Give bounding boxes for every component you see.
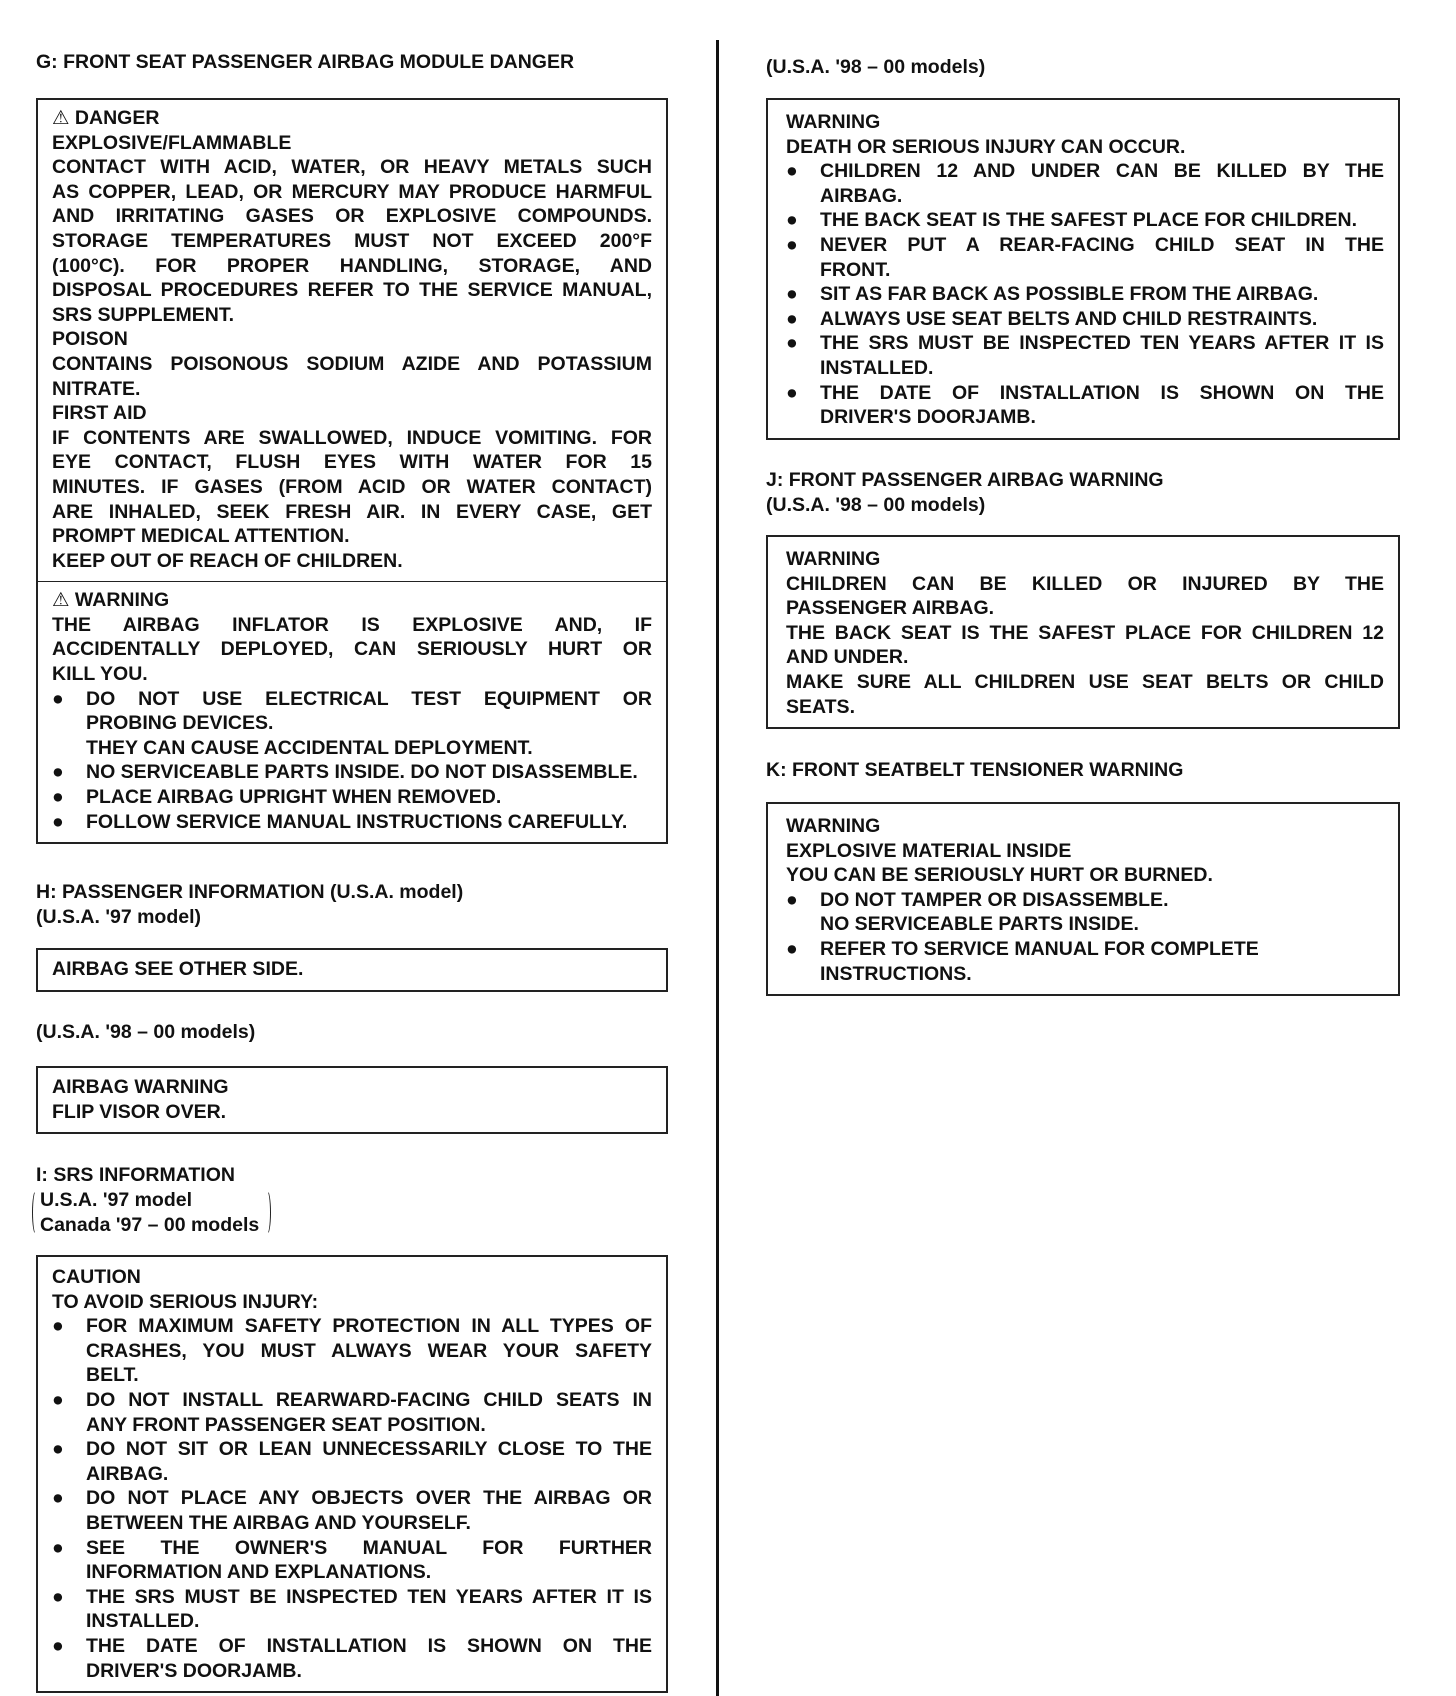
section-j-subheading: (U.S.A. '98 – 00 models)	[766, 494, 986, 516]
section-h-subheading: (U.S.A. '97 model)	[36, 906, 201, 928]
column-divider	[716, 40, 719, 1696]
warning-line: KILL YOU.	[52, 663, 148, 686]
caution-title: CAUTION	[52, 1266, 141, 1288]
danger-line: AND IRRITATING GASES OR EXPLOSIVE COMPOUNDS.	[52, 205, 652, 228]
warning-line: YOU CAN BE SERIOUSLY HURT OR BURNED.	[786, 864, 1213, 887]
bullet-icon: ●	[52, 786, 64, 809]
danger-line: SRS SUPPLEMENT.	[52, 303, 235, 326]
flip-visor-text: FLIP VISOR OVER.	[52, 1100, 227, 1123]
bullet-icon: ●	[786, 283, 798, 306]
bullet-icon: ●	[52, 1487, 64, 1510]
danger-line: PROMPT MEDICAL ATTENTION.	[52, 525, 350, 548]
passenger-info-box-97	[36, 948, 668, 992]
section-k-box	[766, 802, 1400, 996]
srs-information-box	[36, 1255, 668, 1693]
bullet-item: ● THE SRS MUST BE INSPECTED TEN YEARS AFTER IT IS INSTALLED.	[786, 332, 1384, 379]
bullet-item: ● THE DATE OF INSTALLATION IS SHOWN ON THE DRIVER'S DOORJAMB.	[52, 1634, 652, 1682]
warning-line: MAKE SURE ALL CHILDREN USE SEAT BELTS OR CHILD	[786, 670, 1384, 693]
warning-line: EXPLOSIVE MATERIAL INSIDE	[786, 839, 1072, 862]
warning-line: THE BACK SEAT IS THE SAFEST PLACE FOR CHILDREN 12	[786, 621, 1384, 644]
section-h-heading: H: PASSENGER INFORMATION (U.S.A. model)	[36, 881, 464, 903]
warning-triangle-icon: ⚠	[52, 107, 70, 129]
warning-line: CHILDREN CAN BE KILLED OR INJURED BY THE	[786, 572, 1384, 595]
danger-section	[38, 100, 666, 581]
danger-line: EYE CONTACT, FLUSH EYES WITH WATER FOR 15	[52, 451, 652, 474]
caution-intro: TO AVOID SERIOUS INJURY:	[52, 1290, 319, 1313]
bullet-icon: ●	[52, 687, 64, 710]
warning-title: ⚠ WARNING	[52, 589, 170, 612]
danger-line: STORAGE TEMPERATURES MUST NOT EXCEED 200°F	[52, 229, 652, 252]
bullet-item: ● THE DATE OF INSTALLATION IS SHOWN ON THE DRIVER'S DOORJAMB.	[786, 381, 1384, 429]
warning-line: ACCIDENTALLY DEPLOYED, CAN SERIOUSLY HURT OR	[52, 638, 652, 661]
danger-line: CONTAINS POISONOUS SODIUM AZIDE AND POTASSIUM	[52, 352, 652, 375]
warning-line: SEATS.	[786, 695, 855, 718]
section-h-subheading-2: (U.S.A. '98 – 00 models)	[36, 1021, 256, 1043]
bullet-icon: ●	[786, 937, 798, 960]
warning-section	[38, 581, 666, 842]
danger-line: ARE INHALED, SEEK FRESH AIR. IN EVERY CASE, GET	[52, 500, 652, 523]
bullet-icon: ●	[52, 1388, 64, 1411]
bullet-item: ● DO NOT PLACE ANY OBJECTS OVER THE AIRBAG OR BETWEEN THE AIRBAG AND YOURSELF.	[52, 1487, 652, 1534]
bullet-item: ● FOR MAXIMUM SAFETY PROTECTION IN ALL TYPES OF CRASHES, YOU MUST ALWAYS WEAR YOUR SAFETY BELT.	[52, 1315, 652, 1387]
warning-title: WARNING	[786, 111, 881, 133]
bullet-item: ● NO SERVICEABLE PARTS INSIDE. DO NOT DISASSEMBLE.	[52, 761, 638, 784]
warning-triangle-icon: ⚠	[52, 589, 70, 612]
bullet-icon: ●	[786, 888, 798, 911]
bullet-icon: ●	[786, 209, 798, 232]
section-j-box	[766, 535, 1400, 729]
bullet-item: ● FOLLOW SERVICE MANUAL INSTRUCTIONS CAREFULLY.	[52, 810, 628, 833]
danger-line: DISPOSAL PROCEDURES REFER TO THE SERVICE MANUAL,	[52, 279, 652, 302]
bullet-item: ● ALWAYS USE SEAT BELTS AND CHILD RESTRAINTS.	[786, 307, 1318, 330]
top-warning-box	[766, 98, 1400, 440]
model-brace-group: U.S.A. '97 model Canada '97 – 00 models	[36, 1188, 269, 1237]
bullet-icon: ●	[786, 160, 798, 183]
passenger-info-box-98	[36, 1066, 668, 1134]
bullet-item: ● DO NOT TAMPER OR DISASSEMBLE. NO SERVICEABLE PARTS INSIDE.	[786, 888, 1169, 936]
bullet-icon: ●	[786, 233, 798, 256]
bullet-icon: ●	[786, 332, 798, 355]
bullet-icon: ●	[52, 1536, 64, 1559]
passenger-info-text: AIRBAG SEE OTHER SIDE.	[52, 958, 304, 980]
danger-line: KEEP OUT OF REACH OF CHILDREN.	[52, 549, 403, 572]
airbag-warning-title: AIRBAG WARNING	[52, 1076, 229, 1098]
bullet-item: ● THE BACK SEAT IS THE SAFEST PLACE FOR CHILDREN.	[786, 209, 1357, 232]
bullet-item: ● THE SRS MUST BE INSPECTED TEN YEARS AFTER IT IS INSTALLED.	[52, 1585, 652, 1633]
bullet-item: ● REFER TO SERVICE MANUAL FOR COMPLETE INSTRUCTIONS.	[786, 937, 1259, 985]
top-warning-subheading: (U.S.A. '98 – 00 models)	[766, 56, 986, 78]
warning-title: WARNING	[786, 548, 881, 570]
bullet-icon: ●	[52, 1634, 64, 1657]
bullet-icon: ●	[786, 307, 798, 330]
danger-line: AS COPPER, LEAD, OR MERCURY MAY PRODUCE HARMFUL	[52, 180, 652, 203]
warning-line: AND UNDER.	[786, 646, 909, 669]
bullet-item: ● CHILDREN 12 AND UNDER CAN BE KILLED BY THE AIRBAG.	[786, 160, 1384, 207]
section-i-heading: I: SRS INFORMATION	[36, 1164, 235, 1186]
bullet-icon: ●	[52, 1585, 64, 1608]
section-g-label-box	[36, 98, 668, 844]
danger-title: ⚠ DANGER	[52, 107, 160, 129]
bullet-item: ● DO NOT INSTALL REARWARD-FACING CHILD SEATS IN ANY FRONT PASSENGER SEAT POSITION.	[52, 1388, 652, 1436]
danger-line: EXPLOSIVE/FLAMMABLE	[52, 131, 292, 154]
section-i-subheading	[36, 1188, 269, 1237]
danger-line: MINUTES. IF GASES (FROM ACID OR WATER CONTACT)	[52, 475, 652, 498]
bullet-icon: ●	[52, 810, 64, 833]
warning-intro: DEATH OR SERIOUS INJURY CAN OCCUR.	[786, 135, 1186, 158]
danger-line: IF CONTENTS ARE SWALLOWED, INDUCE VOMITING. FOR	[52, 426, 652, 449]
bullet-item: ● SIT AS FAR BACK AS POSSIBLE FROM THE AIRBAG.	[786, 283, 1319, 306]
bullet-item: ● PLACE AIRBAG UPRIGHT WHEN REMOVED.	[52, 786, 502, 809]
section-g-heading: G: FRONT SEAT PASSENGER AIRBAG MODULE DANGER	[36, 51, 575, 73]
section-j-heading: J: FRONT PASSENGER AIRBAG WARNING	[766, 469, 1164, 491]
bullet-icon: ●	[786, 381, 798, 404]
warning-line: PASSENGER AIRBAG.	[786, 597, 995, 620]
bullet-item: ● DO NOT USE ELECTRICAL TEST EQUIPMENT OR PROBING DEVICES. THEY CAN CAUSE ACCIDENTAL DEPLOYMENT.	[52, 687, 652, 759]
bullet-item: ● NEVER PUT A REAR-FACING CHILD SEAT IN THE FRONT.	[786, 233, 1384, 281]
danger-line: CONTACT WITH ACID, WATER, OR HEAVY METALS SUCH	[52, 156, 652, 179]
warning-line: THE AIRBAG INFLATOR IS EXPLOSIVE AND, IF	[52, 613, 652, 636]
warning-title: WARNING	[786, 815, 881, 837]
section-k-heading: K: FRONT SEATBELT TENSIONER WARNING	[766, 759, 1184, 781]
danger-line: NITRATE.	[52, 377, 141, 400]
bullet-item: ● SEE THE OWNER'S MANUAL FOR FURTHER INFORMATION AND EXPLANATIONS.	[52, 1536, 652, 1584]
danger-line: (100°C). FOR PROPER HANDLING, STORAGE, AND	[52, 254, 652, 277]
bullet-icon: ●	[52, 1315, 64, 1338]
danger-line: POISON	[52, 328, 128, 351]
bullet-icon: ●	[52, 1438, 64, 1461]
bullet-icon: ●	[52, 761, 64, 784]
bullet-item: ● DO NOT SIT OR LEAN UNNECESSARILY CLOSE TO THE AIRBAG.	[52, 1438, 652, 1485]
danger-line: FIRST AID	[52, 402, 147, 425]
